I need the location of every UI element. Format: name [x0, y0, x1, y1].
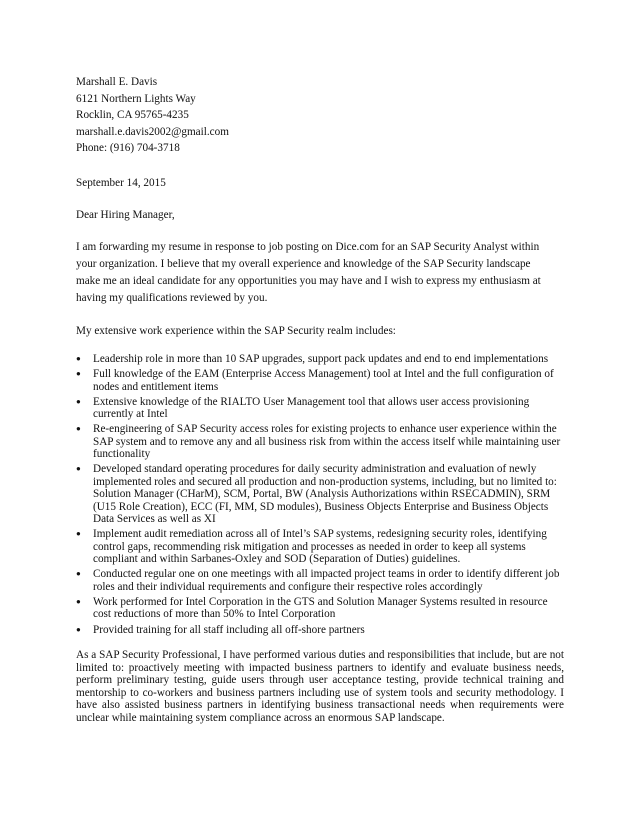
list-item-text: Provided training for all staff including all off-shore partners	[93, 623, 365, 636]
bullet-icon: ●	[76, 464, 81, 474]
list-item	[76, 528, 564, 565]
list-item-text: Implement audit remediation across all of Intel’s SAP systems, redesigning security roles, identifying control gaps, recommending risk mitigation and processes as needed in order to keep all systems compliant and within Sarbanes-Oxley and SOD (Separation of Duties) guidelines.	[93, 528, 547, 566]
bullet-icon: ●	[76, 424, 81, 434]
list-item	[76, 568, 564, 593]
bullet-icon: ●	[76, 569, 81, 579]
sender-street: 6121 Northern Lights Way	[76, 92, 196, 105]
list-item-text: Developed standard operating procedures for daily security administration and evaluation of newly implemented roles and secured all production and non-production systems, including, but no limited to: Solution Manager (CHarM), SCM, Portal, BW (Analysis Authorizations within RSECADMIN), SRM (U15 Role Creation), ECC (FI, MM, SD modules), Business Objects Enterprise and Business Objects Data Services as well as XI	[93, 463, 557, 526]
list-item	[76, 596, 564, 621]
list-item-text: Extensive knowledge of the RIALTO User Management tool that allows user access provisioning currently at Intel	[93, 395, 530, 421]
bullet-icon: ●	[76, 353, 81, 363]
intro-line: I am forwarding my resume in response to job posting on Dice.com for an SAP Security Analyst within	[76, 240, 540, 253]
list-item-text: Conducted regular one on one meetings with all impacted project teams in order to identify different job roles and their individual requirements and configure their respective roles accordingly	[93, 568, 560, 593]
bullet-icon: ●	[76, 596, 81, 606]
bullet-icon: ●	[76, 369, 81, 379]
list-item-text: Work performed for Intel Corporation in the GTS and Solution Manager Systems resulted in resource cost reductions of more than 50% to Intel Corporation	[93, 595, 548, 621]
experience-heading: My extensive work experience within the SAP Security realm includes:	[76, 324, 396, 337]
bullet-icon: ●	[76, 396, 81, 406]
intro-paragraph	[76, 239, 564, 307]
intro-line: having my qualifications reviewed by you.	[76, 291, 268, 304]
sender-name: Marshall E. Davis	[76, 76, 158, 88]
sender-city: Rocklin, CA 95765-4235	[76, 109, 189, 122]
bullet-icon: ●	[76, 624, 81, 634]
intro-line: your organization. I believe that my overall experience and knowledge of the SAP Security landscape	[76, 257, 531, 270]
list-item-text: Leadership role in more than 10 SAP upgrades, support pack updates and end to end implementations	[93, 352, 549, 365]
list-item	[76, 368, 564, 393]
list-item	[76, 423, 564, 460]
salutation: Dear Hiring Manager,	[76, 208, 175, 221]
list-item	[76, 463, 564, 525]
list-item	[76, 353, 564, 365]
list-item-text: Full knowledge of the EAM (Enterprise Access Management) tool at Intel and the full configuration of nodes and entitlement items	[93, 368, 554, 393]
experience-list	[76, 353, 564, 636]
intro-line: make me an ideal candidate for any opportunities you may have and I wish to express my enthusiasm at	[76, 274, 541, 287]
sender-phone: Phone: (916) 704-3718	[76, 142, 180, 155]
sender-address-block	[76, 74, 564, 157]
sender-email: marshall.e.davis2002@gmail.com	[76, 125, 229, 138]
letter-page	[76, 74, 564, 725]
list-item-text: Re-engineering of SAP Security access roles for existing projects to enhance user experience within the SAP system and to remove any and all business risk from within the access itself while maintaining user functionality	[93, 423, 561, 461]
bullet-icon: ●	[76, 529, 81, 539]
list-item	[76, 624, 564, 636]
list-item	[76, 396, 564, 421]
letter-date: September 14, 2015	[76, 176, 166, 189]
closing-paragraph: As a SAP Security Professional, I have performed various duties and responsibilities that include, but are not limited to: proactively meeting with impacted business partners to identify and evaluate business needs, perform preliminary testing, guide users through user acceptance testing, provide technical training and mentorship to co-workers and business partners including use of system tools and security methodology. I have also assisted business partners in identifying business transactional needs when requirements were unclear while maintaining system compliance across an enormous SAP landscape.	[76, 649, 564, 725]
